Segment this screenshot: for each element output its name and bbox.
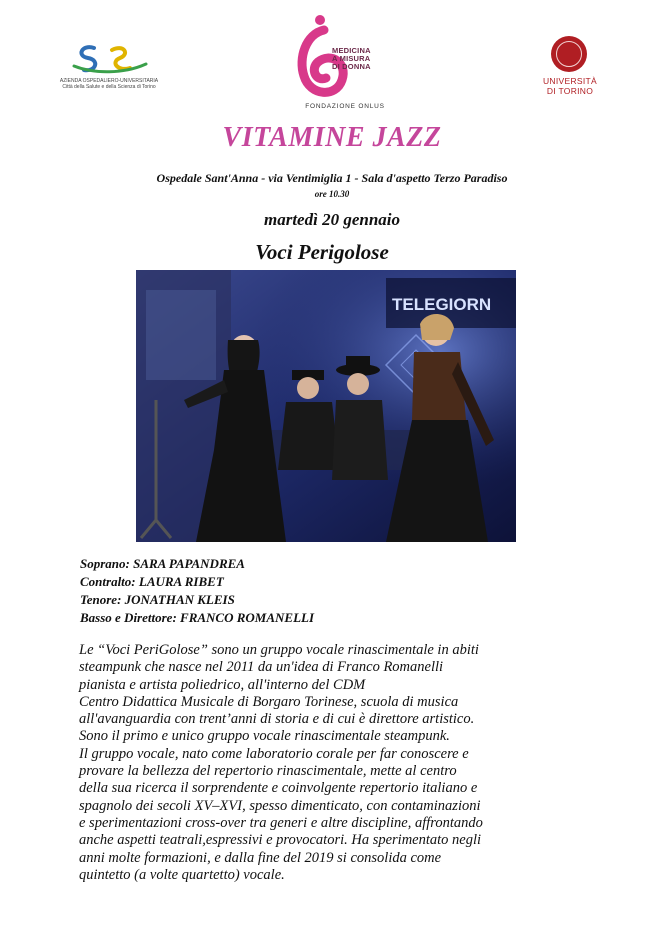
group-name: Voci Perigolose [255, 240, 389, 264]
cast-contralto: Contralto: LAURA RIBET [80, 574, 224, 589]
foundation-logo-text-3: DI DONNA [332, 62, 371, 71]
description-line: Centro Didattica Musicale di Borgaro Torinese, scuola di musica [79, 693, 459, 710]
description [79, 642, 639, 884]
description-line: steampunk che nasce nel 2011 da un'idea di Franco Romanelli [79, 659, 444, 676]
description-line: all'avanguardia con trent’anni di storia e di cui è direttore artistico. [79, 711, 475, 728]
description-line: quintetto (a volte quartetto) vocale. [79, 866, 285, 883]
description-line: provare la bellezza del repertorio rinascimentale, mette al centro [79, 763, 457, 780]
university-seal-icon [551, 36, 587, 72]
group-photo [136, 270, 516, 542]
hospital-logo-caption-2: Città della Salute e della Scienza di Torino [62, 84, 156, 90]
university-name-1: UNIVERSITÀ [542, 76, 597, 86]
description-line: della sua ricerca il sorprendente e coinvolgente repertorio italiano e [79, 780, 478, 797]
description-line: Le “Voci PeriGolose” sono un gruppo vocale rinascimentale in abiti [79, 642, 479, 658]
description-line: Sono il primo e unico gruppo vocale rinascimentale steampunk. [79, 728, 450, 745]
description-line: anche aspetti teatrali,espressivi e provocatori. Ha sperimentato negli [79, 832, 482, 849]
description-line: e sperimentazioni cross-over tra generi e altre discipline, affrontando [79, 814, 483, 831]
event-venue: Ospedale Sant'Anna - via Ventimiglia 1 - Sala d'aspetto Terzo Paradiso [156, 171, 508, 185]
event-date: martedì 20 gennaio [263, 210, 400, 229]
description-line: spagnolo dei secoli XV–XVI, spesso dimenticato, con contaminazioni [79, 797, 481, 814]
foundation-logo-subtitle: FONDAZIONE ONLUS [305, 103, 385, 110]
foundation-logo-text-1: MEDICINA [332, 46, 371, 55]
foundation-logo [290, 6, 400, 114]
event-title: VITAMINE JAZZ [222, 122, 442, 153]
cast-bass-director: Basso e Direttore: FRANCO ROMANELLI [80, 610, 315, 625]
cast-soprano: Soprano: SARA PAPANDREA [80, 556, 245, 571]
cast-list [80, 555, 620, 627]
university-name-2: DI TORINO [546, 86, 594, 96]
cast-tenor: Tenore: JONATHAN KLEIS [80, 592, 235, 607]
screen-text: TELEGIORN [392, 295, 492, 314]
hospital-logo-caption-1: AZIENDA OSPEDALIERO-UNIVERSITARIA [59, 78, 159, 84]
hospital-logo-mark-icon [54, 40, 164, 78]
event-time: ore 10.30 [314, 189, 350, 199]
hospital-logo [54, 40, 164, 110]
description-line: anni molte formazioni, e dalla fine del 2019 si consolida come [79, 849, 442, 866]
description-line: pianista e artista poliedrico, all'interno del CDM [79, 676, 366, 693]
foundation-logo-text-2: A MISURA [332, 54, 371, 63]
description-line: Il gruppo vocale, nato come laboratorio corale per far conoscere e [79, 745, 469, 762]
university-logo [537, 36, 603, 106]
